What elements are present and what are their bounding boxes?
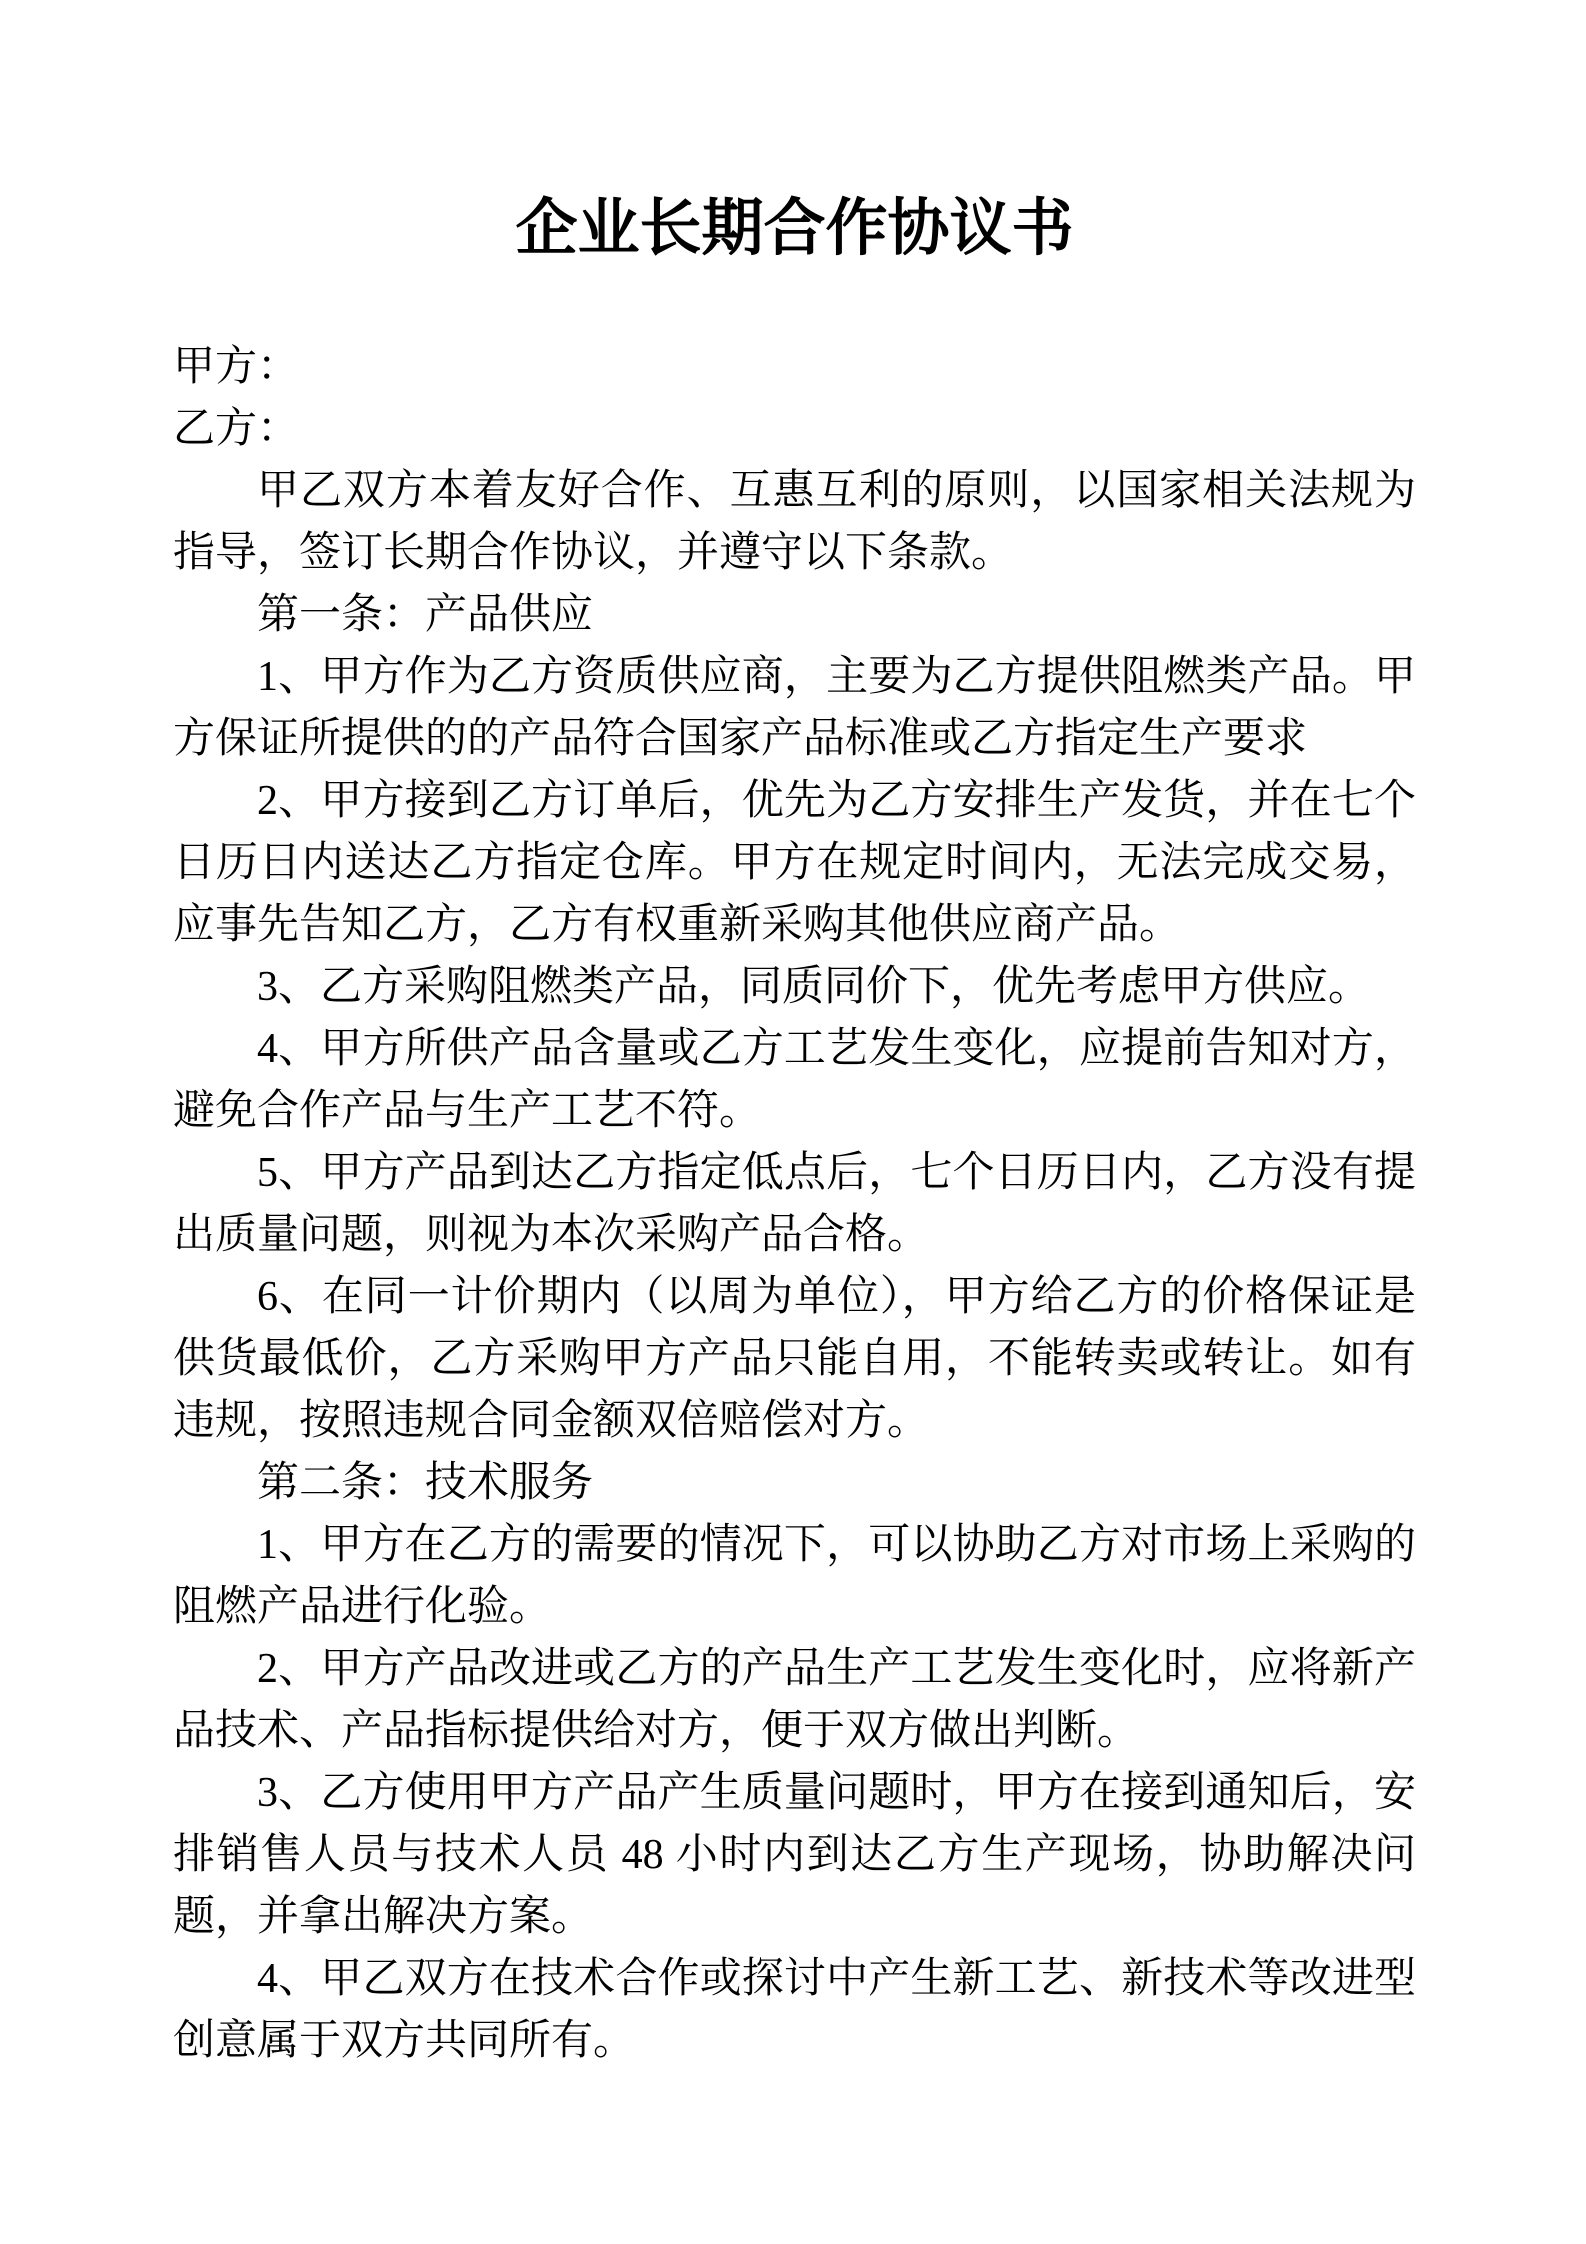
document-paragraph: 甲乙双方本着友好合作、互惠互利的原则，以国家相关法规为指导，签订长期合作协议，并遵守以下条款。 bbox=[173, 468, 1416, 576]
document-paragraph: 第一条：产品供应 bbox=[257, 592, 594, 638]
document-paragraph: 3、乙方采购阻燃类产品，同质同价下，优先考虑甲方供应。 bbox=[257, 964, 1371, 1010]
document-paragraph: 1、甲方在乙方的需要的情况下，可以协助乙方对市场上采购的阻燃产品进行化验。 bbox=[173, 1522, 1416, 1630]
document-paragraph: 甲方： bbox=[173, 344, 300, 390]
document-paragraph: 1、甲方作为乙方资质供应商，主要为乙方提供阻燃类产品。甲方保证所提供的的产品符合国家产品标准或乙方指定生产要求 bbox=[173, 654, 1416, 762]
document-paragraph: 2、甲方接到乙方订单后，优先为乙方安排生产发货，并在七个日历日内送达乙方指定仓库。甲方在规定时间内，无法完成交易，应事先告知乙方，乙方有权重新采购其他供应商产品。 bbox=[173, 778, 1416, 948]
document-paragraph: 4、甲方所供产品含量或乙方工艺发生变化，应提前告知对方，避免合作产品与生产工艺不符。 bbox=[173, 1026, 1416, 1134]
document-paragraph: 乙方： bbox=[173, 406, 300, 452]
document-paragraph: 6、在同一计价期内（以周为单位），甲方给乙方的价格保证是供货最低价，乙方采购甲方产品只能自用，不能转卖或转让。如有违规，按照违规合同金额双倍赔偿对方。 bbox=[173, 1274, 1416, 1444]
document-paragraph: 4、甲乙双方在技术合作或探讨中产生新工艺、新技术等改进型创意属于双方共同所有。 bbox=[173, 1956, 1416, 2064]
document-paragraph: 第二条：技术服务 bbox=[257, 1460, 594, 1506]
document-title: 企业长期合作协议书 bbox=[515, 195, 1074, 263]
document-paragraph: 5、甲方产品到达乙方指定低点后，七个日历日内，乙方没有提出质量问题，则视为本次采购产品合格。 bbox=[173, 1150, 1416, 1258]
document-paragraph: 2、甲方产品改进或乙方的产品生产工艺发生变化时，应将新产品技术、产品指标提供给对方，便于双方做出判断。 bbox=[173, 1646, 1416, 1754]
document-body bbox=[173, 336, 1416, 2072]
document-paragraph: 3、乙方使用甲方产品产生质量问题时，甲方在接到通知后，安排销售人员与技术人员 48 小时内到达乙方生产现场，协助解决问题，并拿出解决方案。 bbox=[173, 1770, 1416, 1940]
